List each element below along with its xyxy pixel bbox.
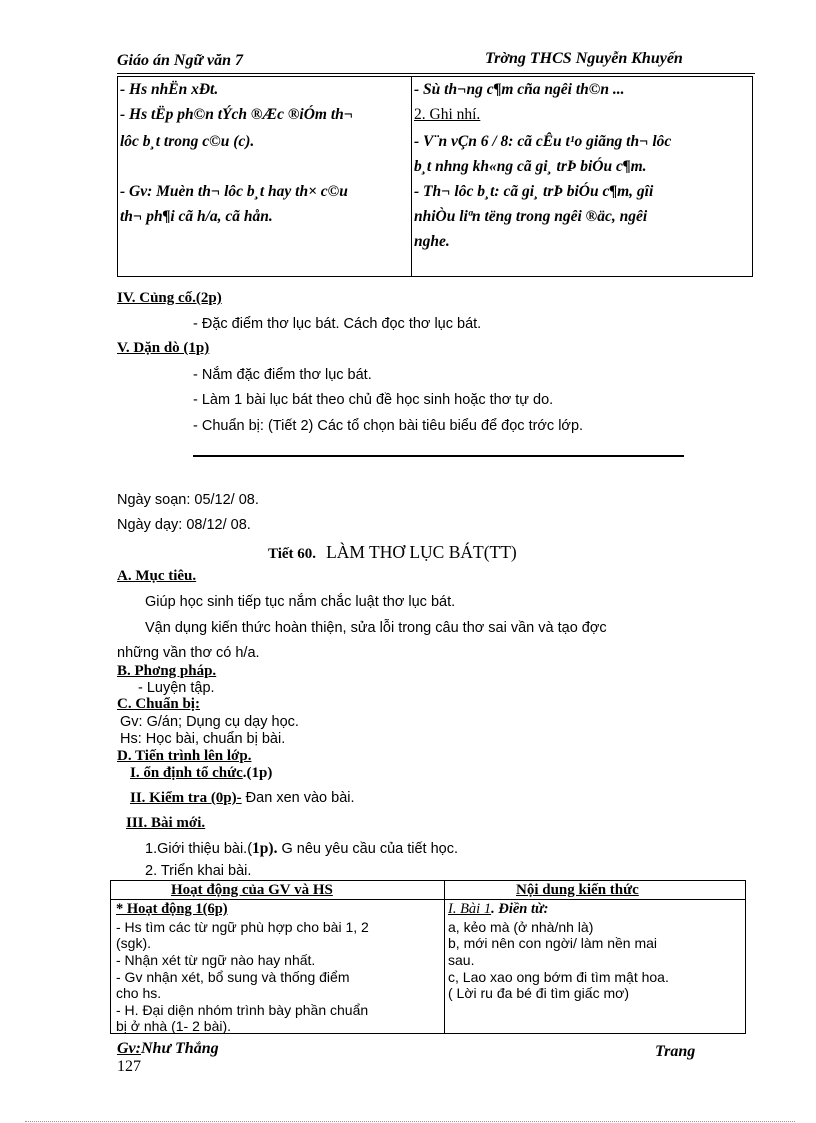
header-school-prefix: Trờng THCS — [485, 50, 572, 67]
footer-teacher — [117, 1040, 219, 1058]
section-5-item: - Làm 1 bài lục bát theo chủ đề học sinh hoặc thơ tự do. — [193, 392, 554, 408]
table-left-line: lôc b¸t trong c©u (c). — [120, 133, 255, 150]
header-school-name: Nguyễn Khuyến — [575, 50, 683, 67]
activity-line: - H. Đại diện nhóm trình bày phần chuẩn — [116, 1002, 369, 1018]
part-c-heading: C. Chuẩn bị: — [117, 696, 200, 712]
lesson-name: LÀM THƠ LỤC BÁT(TT) — [326, 542, 517, 562]
header-subject: Giáo án Ngữ văn 7 — [117, 52, 244, 69]
table-left-line: th¬ ph¶i cã h/a, cã hån. — [120, 208, 273, 225]
table-left-line: - Gv: Muèn th¬ lôc b¸t hay th× c©u — [120, 183, 348, 200]
step-1-label: I. ổn định tổ chức — [130, 765, 243, 781]
content-line: b, mới nên con ngời/ làm nền mai — [448, 935, 658, 951]
part-b-heading: B. Phơng pháp. — [117, 663, 217, 679]
content-heading — [448, 901, 549, 918]
content-line: sau. — [448, 952, 475, 968]
section-5-item: - Nắm đặc điểm thơ lục bát. — [193, 367, 372, 383]
table-right-line: nhiÒu liªn tëng trong ngêi ®äc, ngêi — [414, 208, 648, 225]
intro-label: 1.Giới thiệu bài.( — [145, 841, 253, 857]
lesson-number: Tiết 60. — [268, 546, 317, 562]
footer-page-label: Trang — [655, 1043, 696, 1060]
table-right-line: 2. Ghi nhí. — [414, 106, 481, 123]
part-a-heading: A. Mục tiêu. — [117, 568, 197, 584]
part-a-line: Giúp học sinh tiếp tục nắm chắc luật thơ lục bát. — [145, 594, 456, 610]
part-c-line: Gv: G/án; Dụng cụ dạy học. — [120, 714, 299, 730]
part-b-line: - Luyện tập. — [138, 680, 215, 696]
part-c-line: Hs: Học bài, chuẩn bị bài. — [120, 731, 286, 747]
footer-rule — [25, 1121, 795, 1122]
content-heading-task: . Điền từ: — [491, 901, 549, 917]
col-header-activities: Hoạt động của GV và HS — [171, 882, 333, 898]
table-right-line: - Th¬ lôc b¸t: cã gi¸ trÞ biÓu c¶m, gîi — [414, 183, 654, 200]
activity-line: bị ở nhà (1- 2 bài). — [116, 1018, 232, 1034]
table-right-line: nghe. — [414, 233, 450, 250]
footer-page-number: 127 — [117, 1058, 141, 1075]
section-4-item: - Đặc điểm thơ lục bát. Cách đọc thơ lục bát. — [193, 316, 482, 332]
table-right-line: - Sù th¬ng c¶m cña ngêi th©n ... — [414, 81, 625, 98]
part-a-line: những vần thơ có h/a. — [117, 645, 260, 661]
intro-note: G nêu yêu cầu của tiết học. — [277, 841, 459, 857]
step-1 — [130, 765, 272, 782]
table-header-rule — [111, 899, 745, 900]
activity-line: (sgk). — [116, 935, 151, 951]
content-heading-label: I. Bài 1 — [448, 901, 492, 917]
footer-teacher-name: Như Thắng — [140, 1040, 219, 1057]
content-line: ( Lời ru đa bé đi tìm giấc mơ) — [448, 985, 629, 1001]
content-line: a, kẻo mà (ở nhà/nh là) — [448, 919, 594, 935]
continuation-table — [117, 76, 753, 277]
activity-line: - Hs tìm các từ ngữ phù hợp cho bài 1, 2 — [116, 919, 369, 935]
activity-line: - Gv nhận xét, bổ sung và thống điểm — [116, 969, 350, 985]
step-2-label: II. Kiểm tra (0p)- — [130, 790, 242, 806]
header-rule — [117, 73, 755, 74]
intro-line — [145, 840, 458, 858]
part-a-line: Vận dụng kiến thức hoàn thiện, sửa lỗi trong câu thơ sai vần và tạo đợc — [145, 620, 607, 636]
table-right-line: - V¨n vÇn 6 / 8: cã cÊu t¹o giãng th¬ lôc — [414, 133, 672, 150]
step-2-note: Đan xen vào bài. — [241, 790, 355, 806]
date-prepared: Ngày soạn: 05/12/ 08. — [117, 492, 259, 508]
table-divider — [411, 77, 412, 276]
table-right-line: b¸t nhng kh«ng cã gi¸ trÞ biÓu c¶m. — [414, 158, 647, 175]
section-4-heading: IV. Củng cố.(2p) — [117, 290, 222, 306]
activity-line: - Nhận xét từ ngữ nào hay nhất. — [116, 952, 316, 968]
section-5-item: - Chuẩn bị: (Tiết 2) Các tổ chọn bài tiêu biểu để đọc trớc lớp. — [193, 418, 584, 434]
activity-table — [110, 880, 746, 1034]
step-1-time: .(1p) — [242, 765, 273, 781]
step-3-label: III. Bài mới. — [126, 815, 206, 831]
activity-line: cho hs. — [116, 985, 162, 1001]
date-taught: Ngày dạy: 08/12/ 08. — [117, 517, 251, 533]
separator-rule — [193, 455, 684, 457]
lesson-title — [268, 542, 517, 563]
part-d-heading: D. Tiến trình lên lớp. — [117, 748, 252, 764]
table-left-line: - Hs tËp ph©n tÝch ®Æc ®iÓm th¬ — [120, 106, 354, 123]
footer-teacher-label: Gv: — [117, 1040, 141, 1057]
intro-time: 1p). — [252, 840, 278, 857]
header-school — [485, 50, 683, 68]
step-2 — [130, 790, 355, 807]
col-header-content: Nội dung kiến thức — [516, 882, 639, 898]
table-column-divider — [444, 881, 445, 1033]
content-line: c, Lao xao ong bớm đi tìm mật hoa. — [448, 969, 669, 985]
section-5-heading: V. Dặn dò (1p) — [117, 340, 210, 356]
table-left-line: - Hs nhËn xÐt. — [120, 81, 219, 98]
trien-khai-label: 2. Triển khai bài. — [145, 863, 252, 879]
activity-heading: * Hoạt động 1(6p) — [116, 901, 228, 917]
